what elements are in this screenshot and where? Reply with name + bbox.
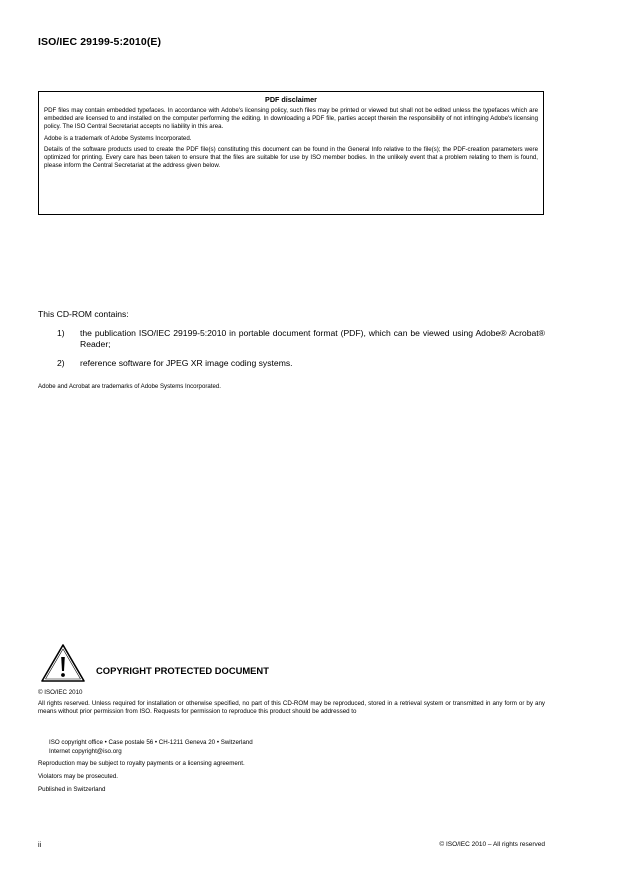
copyright-line: © ISO/IEC 2010: [38, 689, 83, 696]
disclaimer-paragraph: Adobe is a trademark of Adobe Systems Incorporated.: [44, 134, 192, 142]
list-item: [57, 328, 545, 352]
list-item-number: 2): [57, 358, 65, 368]
copyright-office-email: Internet copyright@iso.org: [49, 748, 122, 755]
published-note: Published in Switzerland: [38, 786, 106, 793]
trademark-note: Adobe and Acrobat are trademarks of Adobe Systems Incorporated.: [38, 383, 221, 390]
disclaimer-title: PDF disclaimer: [265, 95, 317, 104]
disclaimer-paragraph: Details of the software products used to create the PDF file(s) constituting this document can be found in the General Info relative to the file(s); the PDF-creation parameters were optimized for printing. Every care has been taken to ensure that the files are suitable for use by ISO member bodies. In the unlikely event that a problem relating to them is found, please inform the Central Secretariat at the address given below.: [44, 146, 538, 169]
list-item-number: 1): [57, 328, 65, 338]
footer-copyright: © ISO/IEC 2010 – All rights reserved: [439, 841, 545, 848]
warning-triangle-icon: [40, 643, 86, 683]
list-item-text: the publication ISO/IEC 29199-5:2010 in portable document format (PDF), which can be viewed using Adobe® Acrobat® Reader;: [80, 328, 545, 349]
list-item: [57, 358, 545, 370]
page-number: ii: [38, 840, 42, 849]
violators-note: Violators may be prosecuted.: [38, 773, 119, 780]
rights-statement: All rights reserved. Unless required for installation or otherwise specified, no part of this CD-ROM may be reproduced, stored in a retrieval system or transmitted in any form or by any means without prior permission from ISO. Requests for permission to reproduce this product should be addressed to: [38, 700, 545, 716]
pdf-disclaimer-box: [38, 91, 544, 215]
document-id: ISO/IEC 29199-5:2010(E): [38, 36, 162, 48]
disclaimer-paragraph: PDF files may contain embedded typefaces. In accordance with Adobe's licensing policy, such files may be printed or viewed but shall not be edited unless the typefaces which are embedded are licensed to and installed on the computer performing the editing. In downloading a PDF file, parties accept therein the responsibility of not infringing Adobe's licensing policy. The ISO Central Secretariat accepts no liability in this area.: [44, 107, 538, 130]
reproduction-note: Reproduction may be subject to royalty payments or a licensing agreement.: [38, 760, 245, 767]
copyright-title: COPYRIGHT PROTECTED DOCUMENT: [96, 665, 269, 676]
cdrom-intro: This CD-ROM contains:: [38, 309, 129, 319]
copyright-office-address: ISO copyright office • Case postale 56 • CH-1211 Geneva 20 • Switzerland: [49, 739, 253, 746]
list-item-text: reference software for JPEG XR image coding systems.: [80, 358, 293, 368]
